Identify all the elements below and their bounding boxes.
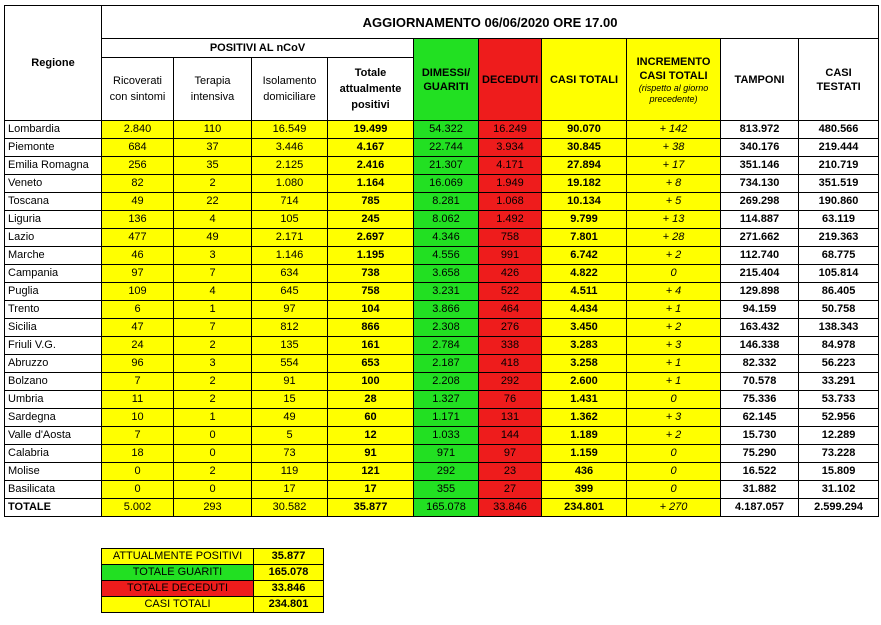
cell-deceduti: 426 bbox=[479, 265, 542, 283]
table-body bbox=[5, 121, 879, 517]
cell-casi-totali: 4.822 bbox=[542, 265, 627, 283]
cell-regione: Abruzzo bbox=[5, 355, 102, 373]
cell-casi-totali: 436 bbox=[542, 463, 627, 481]
cell-totale-positivi: 121 bbox=[328, 463, 414, 481]
cell-regione: Veneto bbox=[5, 175, 102, 193]
table-row bbox=[5, 391, 879, 409]
cell-deceduti: 1.068 bbox=[479, 193, 542, 211]
header-terapia: Terapia intensiva bbox=[174, 58, 252, 121]
cell-ricoverati: 11 bbox=[102, 391, 174, 409]
cell-casi-testati: 15.809 bbox=[799, 463, 879, 481]
cell-casi-totali: 90.070 bbox=[542, 121, 627, 139]
cell-dimessi: 4.346 bbox=[414, 229, 479, 247]
cell-ricoverati: 0 bbox=[102, 463, 174, 481]
cell-tamponi: 271.662 bbox=[721, 229, 799, 247]
cell-incremento: + 2 bbox=[627, 247, 721, 265]
cell-casi-totali: 1.362 bbox=[542, 409, 627, 427]
cell-tamponi: 340.176 bbox=[721, 139, 799, 157]
cell-totale-positivi: 785 bbox=[328, 193, 414, 211]
header-positivi-group: POSITIVI AL nCoV bbox=[102, 39, 414, 58]
cell-casi-testati: 33.291 bbox=[799, 373, 879, 391]
cell-totale-positivi: 2.416 bbox=[328, 157, 414, 175]
cell-isolamento: 97 bbox=[252, 301, 328, 319]
cell-casi-testati: 53.733 bbox=[799, 391, 879, 409]
cell-ricoverati: 82 bbox=[102, 175, 174, 193]
cell-dimessi: 21.307 bbox=[414, 157, 479, 175]
cell-ricoverati: 47 bbox=[102, 319, 174, 337]
cell-ricoverati: 46 bbox=[102, 247, 174, 265]
cell-incremento: + 3 bbox=[627, 409, 721, 427]
header-casi-testati: CASI TESTATI bbox=[799, 39, 879, 121]
cell-dimessi: 165.078 bbox=[414, 499, 479, 517]
cell-terapia: 37 bbox=[174, 139, 252, 157]
cell-casi-testati: 63.119 bbox=[799, 211, 879, 229]
cell-tamponi: 16.522 bbox=[721, 463, 799, 481]
cell-totale-positivi: 1.164 bbox=[328, 175, 414, 193]
cell-casi-testati: 50.758 bbox=[799, 301, 879, 319]
header-incremento-label: INCREMENTO CASI TOTALI bbox=[636, 55, 711, 82]
cell-isolamento: 5 bbox=[252, 427, 328, 445]
cell-regione: Piemonte bbox=[5, 139, 102, 157]
cell-dimessi: 3.866 bbox=[414, 301, 479, 319]
cell-deceduti: 97 bbox=[479, 445, 542, 463]
cell-ricoverati: 2.840 bbox=[102, 121, 174, 139]
cell-casi-testati: 480.566 bbox=[799, 121, 879, 139]
cell-incremento: + 1 bbox=[627, 373, 721, 391]
cell-incremento: + 1 bbox=[627, 355, 721, 373]
cell-incremento: + 3 bbox=[627, 337, 721, 355]
cell-casi-totali: 3.283 bbox=[542, 337, 627, 355]
summary-table bbox=[101, 548, 324, 613]
header-casi-totali: CASI TOTALI bbox=[542, 39, 627, 121]
cell-regione: Valle d'Aosta bbox=[5, 427, 102, 445]
cell-deceduti: 27 bbox=[479, 481, 542, 499]
cell-casi-testati: 2.599.294 bbox=[799, 499, 879, 517]
cell-terapia: 2 bbox=[174, 175, 252, 193]
cell-dimessi: 355 bbox=[414, 481, 479, 499]
summary-row bbox=[102, 581, 324, 597]
cell-isolamento: 2.171 bbox=[252, 229, 328, 247]
summary-label: TOTALE GUARITI bbox=[102, 565, 254, 581]
cell-casi-testati: 138.343 bbox=[799, 319, 879, 337]
summary-value: 234.801 bbox=[254, 597, 324, 613]
cell-casi-testati: 105.814 bbox=[799, 265, 879, 283]
cell-terapia: 1 bbox=[174, 301, 252, 319]
cell-deceduti: 33.846 bbox=[479, 499, 542, 517]
cell-isolamento: 135 bbox=[252, 337, 328, 355]
cell-dimessi: 3.658 bbox=[414, 265, 479, 283]
cell-dimessi: 1.033 bbox=[414, 427, 479, 445]
cell-incremento: 0 bbox=[627, 265, 721, 283]
cell-regione: Trento bbox=[5, 301, 102, 319]
cell-casi-testati: 12.289 bbox=[799, 427, 879, 445]
cell-casi-totali: 9.799 bbox=[542, 211, 627, 229]
cell-terapia: 4 bbox=[174, 211, 252, 229]
cell-casi-totali: 399 bbox=[542, 481, 627, 499]
cell-tamponi: 82.332 bbox=[721, 355, 799, 373]
table-row bbox=[5, 427, 879, 445]
cell-regione: Sicilia bbox=[5, 319, 102, 337]
cell-totale-positivi: 738 bbox=[328, 265, 414, 283]
total-row bbox=[5, 499, 879, 517]
cell-casi-totali: 19.182 bbox=[542, 175, 627, 193]
cell-dimessi: 971 bbox=[414, 445, 479, 463]
cell-isolamento: 2.125 bbox=[252, 157, 328, 175]
cell-regione: Bolzano bbox=[5, 373, 102, 391]
cell-deceduti: 338 bbox=[479, 337, 542, 355]
table-row bbox=[5, 463, 879, 481]
cell-terapia: 2 bbox=[174, 391, 252, 409]
cell-isolamento: 554 bbox=[252, 355, 328, 373]
cell-incremento: 0 bbox=[627, 445, 721, 463]
cell-dimessi: 2.208 bbox=[414, 373, 479, 391]
header-ricoverati: Ricoverati con sintomi bbox=[102, 58, 174, 121]
cell-regione: Lazio bbox=[5, 229, 102, 247]
header-regione: Regione bbox=[5, 6, 102, 121]
cell-totale-positivi: 100 bbox=[328, 373, 414, 391]
cell-deceduti: 1.492 bbox=[479, 211, 542, 229]
cell-regione: Toscana bbox=[5, 193, 102, 211]
cell-totale-positivi: 1.195 bbox=[328, 247, 414, 265]
table-row bbox=[5, 355, 879, 373]
cell-ricoverati: 97 bbox=[102, 265, 174, 283]
cell-totale-positivi: 19.499 bbox=[328, 121, 414, 139]
cell-ricoverati: 6 bbox=[102, 301, 174, 319]
cell-casi-testati: 31.102 bbox=[799, 481, 879, 499]
cell-dimessi: 292 bbox=[414, 463, 479, 481]
cell-deceduti: 522 bbox=[479, 283, 542, 301]
cell-ricoverati: 10 bbox=[102, 409, 174, 427]
cell-tamponi: 15.730 bbox=[721, 427, 799, 445]
cell-deceduti: 131 bbox=[479, 409, 542, 427]
header-incremento-note: (rispetto al giorno precedente) bbox=[638, 82, 709, 104]
header-isolamento: Isolamento domiciliare bbox=[252, 58, 328, 121]
cell-isolamento: 73 bbox=[252, 445, 328, 463]
cell-incremento: + 5 bbox=[627, 193, 721, 211]
cell-regione: Puglia bbox=[5, 283, 102, 301]
cell-casi-totali: 1.189 bbox=[542, 427, 627, 445]
cell-incremento: 0 bbox=[627, 481, 721, 499]
cell-dimessi: 16.069 bbox=[414, 175, 479, 193]
cell-terapia: 7 bbox=[174, 319, 252, 337]
summary-row bbox=[102, 597, 324, 613]
cell-deceduti: 991 bbox=[479, 247, 542, 265]
cell-incremento: + 142 bbox=[627, 121, 721, 139]
cell-regione: Sardegna bbox=[5, 409, 102, 427]
cell-tamponi: 75.336 bbox=[721, 391, 799, 409]
cell-isolamento: 714 bbox=[252, 193, 328, 211]
cell-terapia: 3 bbox=[174, 247, 252, 265]
cell-tamponi: 351.146 bbox=[721, 157, 799, 175]
cell-incremento: + 8 bbox=[627, 175, 721, 193]
cell-isolamento: 15 bbox=[252, 391, 328, 409]
cell-dimessi: 1.171 bbox=[414, 409, 479, 427]
summary-label: CASI TOTALI bbox=[102, 597, 254, 613]
header-incremento bbox=[627, 39, 721, 121]
cell-tamponi: 813.972 bbox=[721, 121, 799, 139]
cell-totale-positivi: 17 bbox=[328, 481, 414, 499]
table-row bbox=[5, 283, 879, 301]
cell-casi-totali: 4.434 bbox=[542, 301, 627, 319]
table-row bbox=[5, 337, 879, 355]
cell-tamponi: 94.159 bbox=[721, 301, 799, 319]
cell-incremento: + 28 bbox=[627, 229, 721, 247]
table-row bbox=[5, 319, 879, 337]
cell-tamponi: 4.187.057 bbox=[721, 499, 799, 517]
cell-casi-totali: 3.450 bbox=[542, 319, 627, 337]
cell-ricoverati: 24 bbox=[102, 337, 174, 355]
cell-incremento: 0 bbox=[627, 463, 721, 481]
cell-deceduti: 16.249 bbox=[479, 121, 542, 139]
cell-tamponi: 62.145 bbox=[721, 409, 799, 427]
cell-incremento: + 38 bbox=[627, 139, 721, 157]
cell-dimessi: 2.784 bbox=[414, 337, 479, 355]
cell-casi-totali: 10.134 bbox=[542, 193, 627, 211]
cell-casi-testati: 210.719 bbox=[799, 157, 879, 175]
cell-totale-positivi: 35.877 bbox=[328, 499, 414, 517]
cell-casi-totali: 2.600 bbox=[542, 373, 627, 391]
table-row bbox=[5, 139, 879, 157]
cell-regione: Basilicata bbox=[5, 481, 102, 499]
cell-isolamento: 812 bbox=[252, 319, 328, 337]
cell-totale-positivi: 866 bbox=[328, 319, 414, 337]
cell-dimessi: 8.281 bbox=[414, 193, 479, 211]
table-row bbox=[5, 175, 879, 193]
cell-totale-positivi: 4.167 bbox=[328, 139, 414, 157]
cell-casi-totali: 3.258 bbox=[542, 355, 627, 373]
cell-dimessi: 2.308 bbox=[414, 319, 479, 337]
cell-casi-testati: 84.978 bbox=[799, 337, 879, 355]
cell-terapia: 110 bbox=[174, 121, 252, 139]
cell-dimessi: 4.556 bbox=[414, 247, 479, 265]
cell-casi-totali: 234.801 bbox=[542, 499, 627, 517]
table-row bbox=[5, 121, 879, 139]
header-totale-positivi: Totale attualmente positivi bbox=[328, 58, 414, 121]
cell-dimessi: 1.327 bbox=[414, 391, 479, 409]
cell-regione: Lombardia bbox=[5, 121, 102, 139]
cell-tamponi: 129.898 bbox=[721, 283, 799, 301]
cell-tamponi: 163.432 bbox=[721, 319, 799, 337]
cell-incremento: + 270 bbox=[627, 499, 721, 517]
cell-terapia: 2 bbox=[174, 463, 252, 481]
cell-totale-positivi: 653 bbox=[328, 355, 414, 373]
cell-regione: TOTALE bbox=[5, 499, 102, 517]
cell-deceduti: 3.934 bbox=[479, 139, 542, 157]
cell-incremento: + 2 bbox=[627, 427, 721, 445]
summary-row bbox=[102, 565, 324, 581]
cell-isolamento: 91 bbox=[252, 373, 328, 391]
header-deceduti: DECEDUTI bbox=[479, 39, 542, 121]
cell-casi-totali: 6.742 bbox=[542, 247, 627, 265]
cell-isolamento: 645 bbox=[252, 283, 328, 301]
cell-incremento: + 13 bbox=[627, 211, 721, 229]
cell-deceduti: 144 bbox=[479, 427, 542, 445]
summary-value: 35.877 bbox=[254, 549, 324, 565]
table-row bbox=[5, 409, 879, 427]
cell-dimessi: 22.744 bbox=[414, 139, 479, 157]
cell-totale-positivi: 28 bbox=[328, 391, 414, 409]
cell-terapia: 0 bbox=[174, 427, 252, 445]
cell-casi-totali: 30.845 bbox=[542, 139, 627, 157]
cell-regione: Campania bbox=[5, 265, 102, 283]
cell-tamponi: 31.882 bbox=[721, 481, 799, 499]
cell-deceduti: 76 bbox=[479, 391, 542, 409]
table-row bbox=[5, 193, 879, 211]
cell-terapia: 4 bbox=[174, 283, 252, 301]
cell-ricoverati: 256 bbox=[102, 157, 174, 175]
cell-incremento: + 17 bbox=[627, 157, 721, 175]
cell-isolamento: 16.549 bbox=[252, 121, 328, 139]
cell-incremento: + 1 bbox=[627, 301, 721, 319]
cell-regione: Liguria bbox=[5, 211, 102, 229]
cell-isolamento: 1.080 bbox=[252, 175, 328, 193]
cell-casi-testati: 219.363 bbox=[799, 229, 879, 247]
cell-totale-positivi: 758 bbox=[328, 283, 414, 301]
covid-regional-table bbox=[4, 5, 879, 517]
cell-ricoverati: 7 bbox=[102, 373, 174, 391]
cell-tamponi: 70.578 bbox=[721, 373, 799, 391]
cell-terapia: 49 bbox=[174, 229, 252, 247]
cell-regione: Marche bbox=[5, 247, 102, 265]
cell-ricoverati: 136 bbox=[102, 211, 174, 229]
cell-tamponi: 269.298 bbox=[721, 193, 799, 211]
cell-terapia: 35 bbox=[174, 157, 252, 175]
cell-regione: Friuli V.G. bbox=[5, 337, 102, 355]
summary-label: TOTALE DECEDUTI bbox=[102, 581, 254, 597]
cell-casi-testati: 86.405 bbox=[799, 283, 879, 301]
table-row bbox=[5, 247, 879, 265]
cell-regione: Calabria bbox=[5, 445, 102, 463]
cell-incremento: 0 bbox=[627, 391, 721, 409]
cell-deceduti: 4.171 bbox=[479, 157, 542, 175]
cell-totale-positivi: 91 bbox=[328, 445, 414, 463]
cell-totale-positivi: 2.697 bbox=[328, 229, 414, 247]
cell-incremento: + 2 bbox=[627, 319, 721, 337]
table-row bbox=[5, 481, 879, 499]
cell-ricoverati: 477 bbox=[102, 229, 174, 247]
cell-terapia: 0 bbox=[174, 445, 252, 463]
cell-casi-testati: 351.519 bbox=[799, 175, 879, 193]
cell-isolamento: 119 bbox=[252, 463, 328, 481]
cell-totale-positivi: 104 bbox=[328, 301, 414, 319]
table-row bbox=[5, 211, 879, 229]
cell-casi-testati: 68.775 bbox=[799, 247, 879, 265]
cell-totale-positivi: 12 bbox=[328, 427, 414, 445]
cell-deceduti: 758 bbox=[479, 229, 542, 247]
cell-casi-totali: 1.431 bbox=[542, 391, 627, 409]
summary-label: ATTUALMENTE POSITIVI bbox=[102, 549, 254, 565]
cell-terapia: 1 bbox=[174, 409, 252, 427]
summary-value: 33.846 bbox=[254, 581, 324, 597]
cell-terapia: 293 bbox=[174, 499, 252, 517]
cell-regione: Umbria bbox=[5, 391, 102, 409]
cell-isolamento: 30.582 bbox=[252, 499, 328, 517]
cell-regione: Emilia Romagna bbox=[5, 157, 102, 175]
cell-totale-positivi: 60 bbox=[328, 409, 414, 427]
cell-casi-testati: 73.228 bbox=[799, 445, 879, 463]
cell-casi-totali: 27.894 bbox=[542, 157, 627, 175]
cell-tamponi: 112.740 bbox=[721, 247, 799, 265]
cell-deceduti: 464 bbox=[479, 301, 542, 319]
cell-isolamento: 105 bbox=[252, 211, 328, 229]
header-dimessi: DIMESSI/ GUARITI bbox=[414, 39, 479, 121]
cell-ricoverati: 5.002 bbox=[102, 499, 174, 517]
cell-tamponi: 734.130 bbox=[721, 175, 799, 193]
cell-casi-testati: 52.956 bbox=[799, 409, 879, 427]
cell-isolamento: 17 bbox=[252, 481, 328, 499]
cell-deceduti: 292 bbox=[479, 373, 542, 391]
table-row bbox=[5, 157, 879, 175]
cell-tamponi: 146.338 bbox=[721, 337, 799, 355]
cell-ricoverati: 7 bbox=[102, 427, 174, 445]
cell-casi-totali: 1.159 bbox=[542, 445, 627, 463]
cell-dimessi: 3.231 bbox=[414, 283, 479, 301]
cell-casi-testati: 219.444 bbox=[799, 139, 879, 157]
cell-terapia: 0 bbox=[174, 481, 252, 499]
cell-tamponi: 75.290 bbox=[721, 445, 799, 463]
table-row bbox=[5, 373, 879, 391]
cell-ricoverati: 18 bbox=[102, 445, 174, 463]
cell-casi-totali: 7.801 bbox=[542, 229, 627, 247]
cell-regione: Molise bbox=[5, 463, 102, 481]
cell-dimessi: 54.322 bbox=[414, 121, 479, 139]
cell-casi-testati: 190.860 bbox=[799, 193, 879, 211]
summary-value: 165.078 bbox=[254, 565, 324, 581]
cell-isolamento: 1.146 bbox=[252, 247, 328, 265]
cell-totale-positivi: 161 bbox=[328, 337, 414, 355]
cell-terapia: 3 bbox=[174, 355, 252, 373]
cell-incremento: + 4 bbox=[627, 283, 721, 301]
cell-isolamento: 49 bbox=[252, 409, 328, 427]
cell-deceduti: 276 bbox=[479, 319, 542, 337]
cell-tamponi: 215.404 bbox=[721, 265, 799, 283]
cell-dimessi: 8.062 bbox=[414, 211, 479, 229]
header-tamponi: TAMPONI bbox=[721, 39, 799, 121]
cell-isolamento: 3.446 bbox=[252, 139, 328, 157]
cell-totale-positivi: 245 bbox=[328, 211, 414, 229]
page-title: AGGIORNAMENTO 06/06/2020 ORE 17.00 bbox=[102, 6, 879, 39]
cell-casi-testati: 56.223 bbox=[799, 355, 879, 373]
table-row bbox=[5, 229, 879, 247]
cell-deceduti: 1.949 bbox=[479, 175, 542, 193]
cell-terapia: 22 bbox=[174, 193, 252, 211]
table-row bbox=[5, 445, 879, 463]
cell-isolamento: 634 bbox=[252, 265, 328, 283]
table-row bbox=[5, 265, 879, 283]
cell-terapia: 7 bbox=[174, 265, 252, 283]
cell-terapia: 2 bbox=[174, 373, 252, 391]
cell-ricoverati: 109 bbox=[102, 283, 174, 301]
cell-terapia: 2 bbox=[174, 337, 252, 355]
cell-ricoverati: 684 bbox=[102, 139, 174, 157]
cell-casi-totali: 4.511 bbox=[542, 283, 627, 301]
table-row bbox=[5, 301, 879, 319]
cell-ricoverati: 0 bbox=[102, 481, 174, 499]
cell-dimessi: 2.187 bbox=[414, 355, 479, 373]
summary-row bbox=[102, 549, 324, 565]
cell-tamponi: 114.887 bbox=[721, 211, 799, 229]
cell-ricoverati: 96 bbox=[102, 355, 174, 373]
cell-ricoverati: 49 bbox=[102, 193, 174, 211]
cell-deceduti: 23 bbox=[479, 463, 542, 481]
cell-deceduti: 418 bbox=[479, 355, 542, 373]
